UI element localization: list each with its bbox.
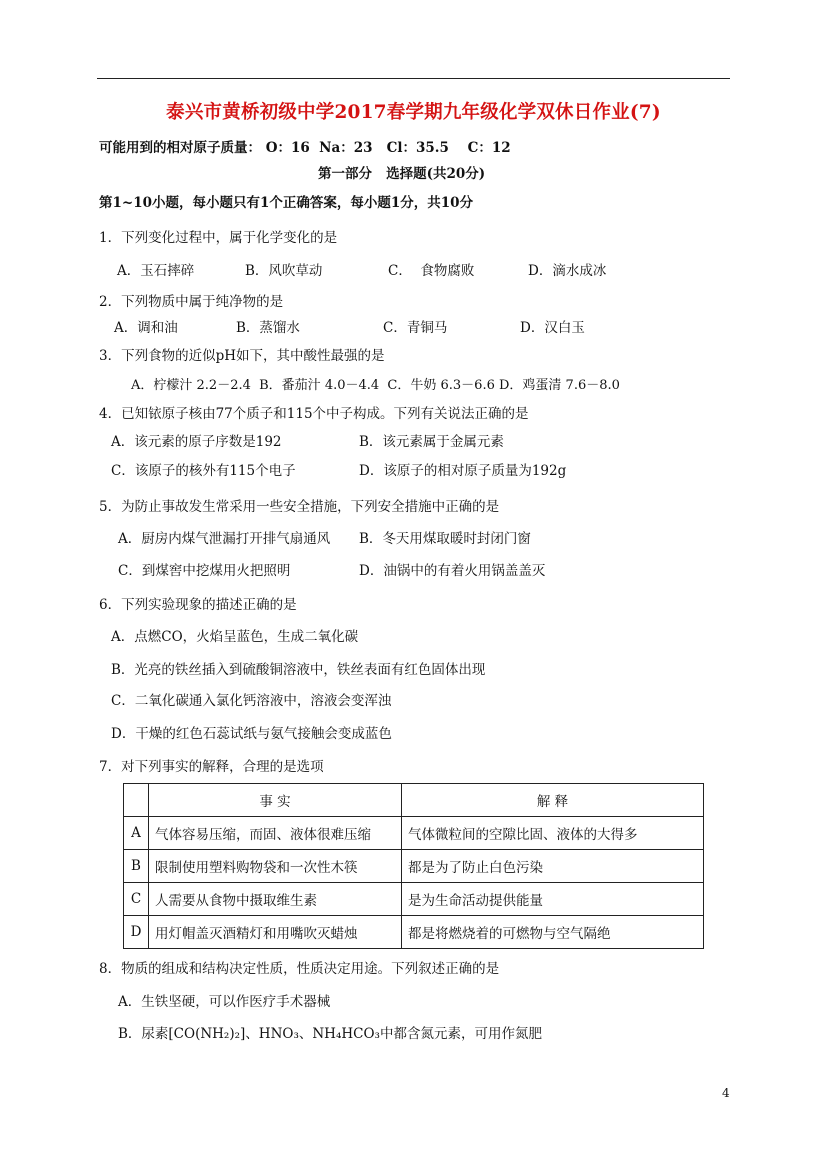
question-2-stem: 2．下列物质中属于纯净物的是 [99, 294, 284, 310]
table-header-fact: 事 实 [149, 784, 402, 817]
page-number: 4 [722, 1086, 730, 1100]
question-5-stem: 5．为防止事故发生常采用一些安全措施，下列安全措施中正确的是 [99, 499, 500, 515]
q2-option-c: C．青铜马 [383, 320, 448, 336]
q1-option-c: C． 食物腐败 [388, 263, 475, 279]
table-row [124, 817, 704, 850]
row-explanation: 是为生命活动提供能量 [402, 883, 704, 916]
instructions: 第1~10小题，每小题只有1个正确答案，每小题1分，共10分 [99, 195, 474, 211]
table-header-key [124, 784, 149, 817]
row-explanation: 气体微粒间的空隙比固、液体的大得多 [402, 817, 704, 850]
question-7-stem: 7．对下列事实的解释，合理的是选项 [99, 759, 324, 775]
q8-option-b: B．尿素[CO(NH₂)₂]、HNO₃、NH₄HCO₃中都含氮元素，可用作氮肥 [118, 1026, 542, 1042]
q6-option-c: C．二氧化碳通入氯化钙溶液中，溶液会变浑浊 [111, 693, 392, 709]
q3-options: A．柠檬汁 2.2－2.4 B．番茄汁 4.0－4.4 C．牛奶 6.3－6.6 D．鸡蛋清 7.6－8.0 [131, 378, 620, 393]
row-fact: 用灯帽盖灭酒精灯和用嘴吹灭蜡烛 [149, 916, 402, 949]
table-row [124, 916, 704, 949]
q2-option-d: D．汉白玉 [520, 320, 585, 336]
question-1-stem: 1．下列变化过程中，属于化学变化的是 [99, 230, 338, 246]
header-rule [97, 78, 730, 79]
question-3-stem: 3．下列食物的近似pH如下，其中酸性最强的是 [99, 348, 385, 364]
q4-option-b: B．该元素属于金属元素 [359, 434, 504, 450]
table-header-row [124, 784, 704, 817]
q6-option-b: B．光亮的铁丝插入到硫酸铜溶液中，铁丝表面有红色固体出现 [111, 662, 486, 678]
q5-option-d: D．油锅中的有着火用锅盖盖灭 [359, 563, 546, 579]
row-explanation: 都是为了防止白色污染 [402, 850, 704, 883]
row-key: A [124, 817, 149, 850]
q5-option-c: C．到煤窖中挖煤用火把照明 [118, 563, 291, 579]
document-title: 泰兴市黄桥初级中学2017春学期九年级化学双休日作业(7) [166, 102, 661, 123]
q6-option-d: D．干燥的红色石蕊试纸与氨气接触会变成蓝色 [111, 726, 392, 742]
q8-option-a: A．生铁坚硬，可以作医疗手术器械 [118, 994, 331, 1010]
atomic-masses: 可能用到的相对原子质量： O：16 Na：23 Cl：35.5 C：12 [99, 140, 511, 156]
row-fact: 人需要从食物中摄取维生素 [149, 883, 402, 916]
table-header-explanation: 解 释 [402, 784, 704, 817]
q5-option-a: A．厨房内煤气泄漏打开排气扇通风 [118, 531, 331, 547]
q1-option-b: B．风吹草动 [245, 263, 323, 279]
q2-option-b: B．蒸馏水 [236, 320, 300, 336]
question-4-stem: 4．已知铱原子核由77个质子和115个中子构成。下列有关说法正确的是 [99, 406, 529, 422]
q4-option-a: A．该元素的原子序数是192 [111, 434, 282, 450]
row-explanation: 都是将燃烧着的可燃物与空气隔绝 [402, 916, 704, 949]
q6-option-a: A．点燃CO，火焰呈蓝色，生成二氧化碳 [111, 629, 359, 645]
facts-table [123, 783, 704, 949]
q5-option-b: B．冬天用煤取暖时封闭门窗 [359, 531, 531, 547]
row-fact: 气体容易压缩，而固、液体很难压缩 [149, 817, 402, 850]
q2-option-a: A．调和油 [114, 320, 178, 336]
table-row [124, 850, 704, 883]
part-heading: 第一部分 选择题(共20分) [318, 166, 486, 182]
q4-option-d: D．该原子的相对原子质量为192g [359, 463, 567, 479]
table-row [124, 883, 704, 916]
question-8-stem: 8．物质的组成和结构决定性质，性质决定用途。下列叙述正确的是 [99, 961, 500, 977]
question-6-stem: 6．下列实验现象的描述正确的是 [99, 597, 297, 613]
row-key: C [124, 883, 149, 916]
row-key: D [124, 916, 149, 949]
q4-option-c: C．该原子的核外有115个电子 [111, 463, 296, 479]
q1-option-d: D．滴水成冰 [528, 263, 607, 279]
row-fact: 限制使用塑料购物袋和一次性木筷 [149, 850, 402, 883]
row-key: B [124, 850, 149, 883]
q1-option-a: A．玉石摔碎 [117, 263, 195, 279]
